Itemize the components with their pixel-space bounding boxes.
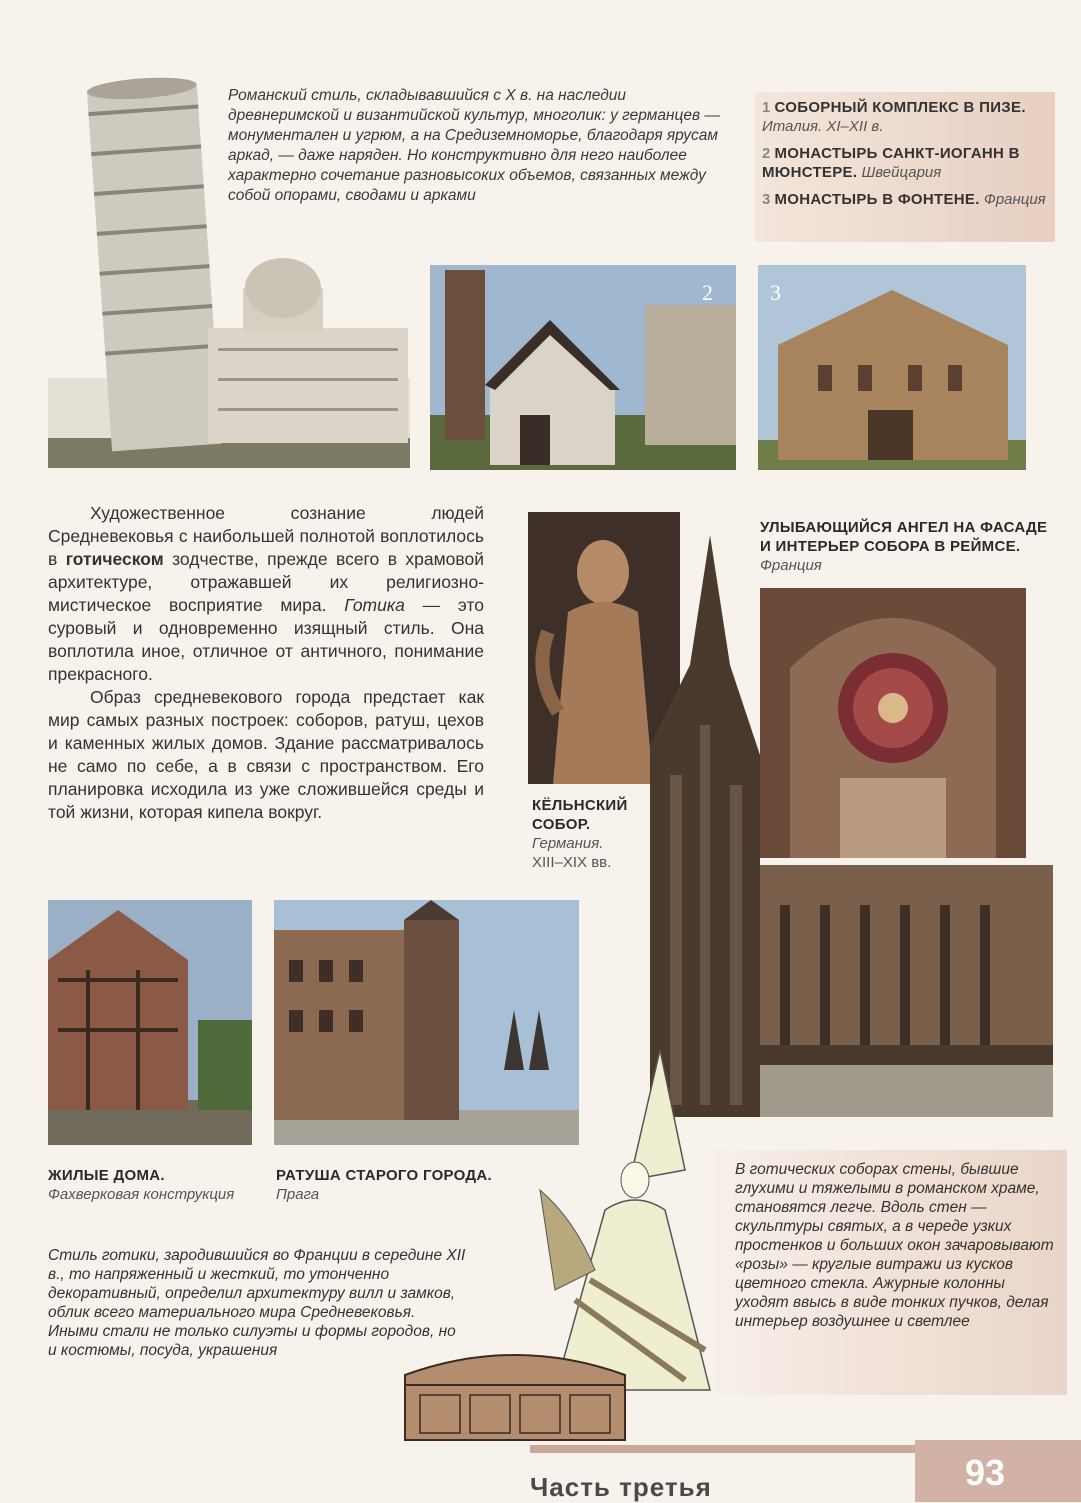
half-timbered-houses-photo <box>48 900 252 1145</box>
romanesque-intro-text: Романский стиль, складывавшийся с X в. на наследии древнеримской и византийской культур, многолик: у германцев — монументален и угрюм, а на Средиземноморье, благодаря ярусам аркад, — даже наряден. Но конструктивно для него наиболее характерно сочетание разновысоких объемов, связанных между собой опорами, сводами и арками <box>228 87 720 204</box>
houses-caption: ЖИЛЫЕ ДОМА. Фахверковая конструкция <box>48 1167 235 1203</box>
townhall-caption: РАТУША СТАРОГО ГОРОДА. Прага <box>276 1167 492 1203</box>
figure-number-2: 2 <box>702 280 713 305</box>
gothic-cathedral-text: В готических соборах стены, бывшие глухими и тяжелыми в романском храме, становятся легче. Вдоль стен — скульптуры святых, а в череде узких простенков и больших окон зачаровывают «розы» — круглые витражи из кусков цветного стекла. Ажурные колонны уходят ввысь в виде тонких пучков, делая интерьер воздушнее и светлее <box>735 1161 1054 1330</box>
page-number: 93 <box>965 1452 1006 1493</box>
munster-monastery-photo <box>430 265 736 470</box>
figure-number-3: 3 <box>770 280 781 305</box>
fontenay-abbey-photo <box>758 265 1026 470</box>
medieval-chest-illustration <box>395 1335 635 1445</box>
reims-caption: УЛЫБАЮЩИЙСЯ АНГЕЛ НА ФАСАДЕ И ИНТЕРЬЕР СОБОРА В РЕЙМСЕ. Франция <box>760 519 1048 574</box>
caption-3: 3 МОНАСТЫРЬ В ФОНТЕНЕ. Франция <box>762 191 1046 208</box>
caption-2: 2 МОНАСТЫРЬ САНКТ-ИОГАНН В МЮНСТЕРЕ. Швейцария <box>762 145 1020 181</box>
section-title: Часть третья <box>530 1472 712 1502</box>
prague-town-hall-photo <box>274 900 579 1145</box>
paragraph-gothic: Художественное сознание людей Средневековья с наибольшей полнотой воплотилось в готическом зодчестве, прежде всего в храмовой архитектуре, отражавшей их религиозно-мистическое восприятие мира. Готика — это суровый и одновременно изящный стиль. Она воплотила иное, отличное от античного, понимание прекрасного. <box>48 503 484 684</box>
romanesque-captions <box>762 98 1062 217</box>
cologne-caption: КЁЛЬНСКИЙ СОБОР. Германия. XIII–XIX вв. <box>532 797 628 871</box>
footer-bar <box>530 1445 915 1453</box>
main-body-text <box>48 502 484 824</box>
cologne-cathedral-photo <box>650 525 1053 1117</box>
paragraph-city: Образ средневекового города предстает как мир самых разных построек: соборов, ратуш, цехов и каменных жилых домов. Здание рассматривалось не само по себе, а в связи с пространством. Его планировка исходила из уже сложившейся среды и той жизни, которая кипела вокруг. <box>48 687 484 822</box>
gothic-style-text: Стиль готики, зародившийся во Франции в середине XII в., то напряженный и жесткий, то утонченно декоративный, определил архитектуру вилл и замков, облик всего материального мира Средневековья. Иными стали не только силуэты и формы городов, но и костюмы, посуда, украшения <box>48 1247 466 1359</box>
caption-1: 1 СОБОРНЫЙ КОМПЛЕКС В ПИЗЕ. Италия. XI–XII в. <box>762 99 1026 135</box>
